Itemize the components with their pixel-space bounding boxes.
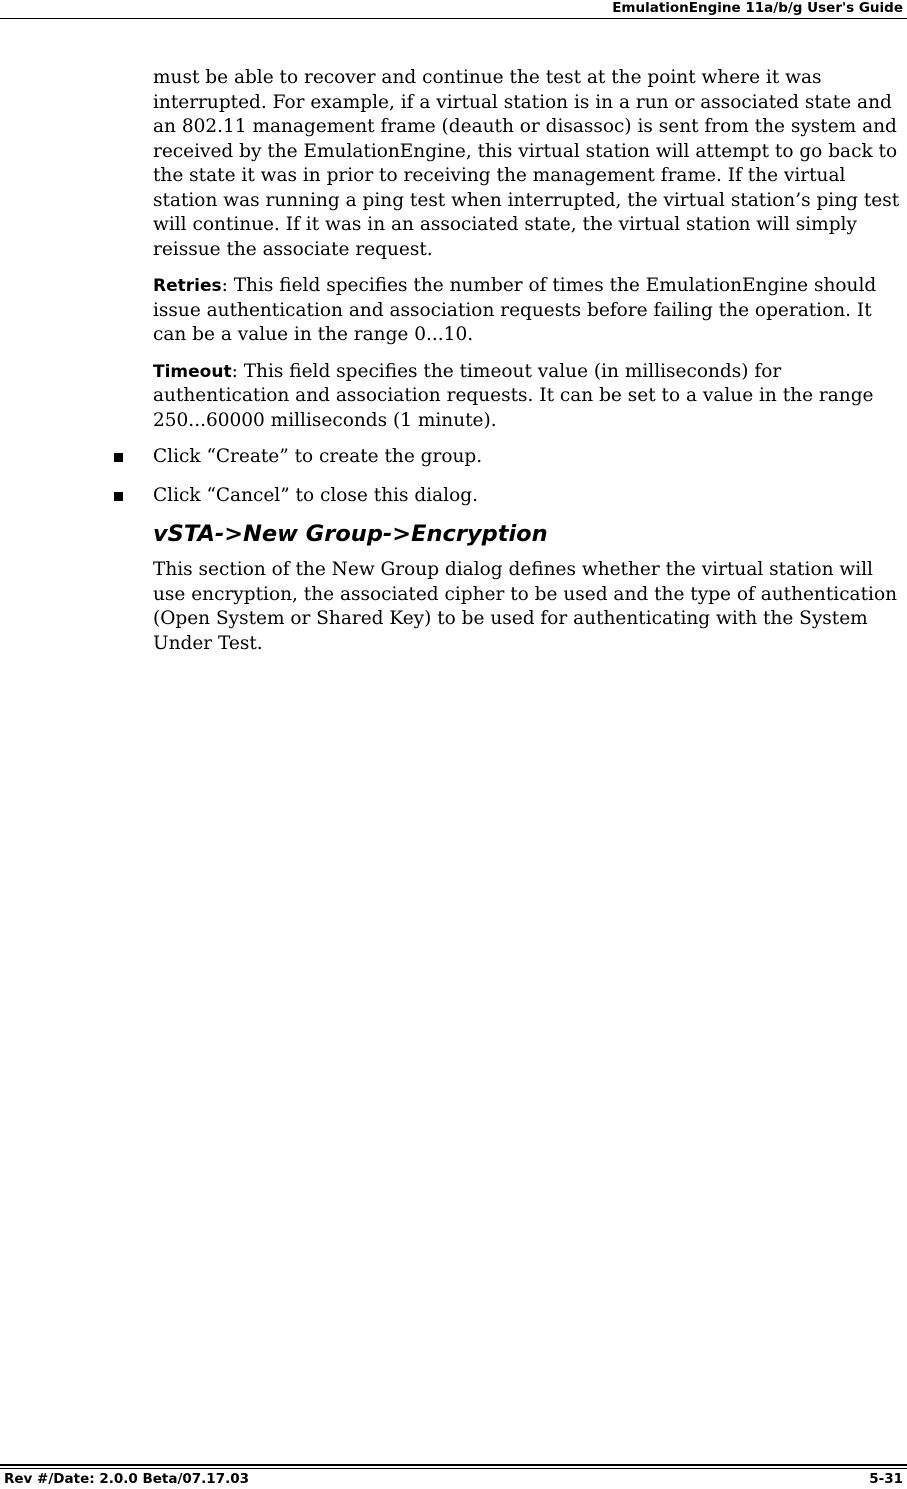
timeout-field-text: : This field specifies the timeout value (in milliseconds) for authentication and association requests. It can be set to a value in the range 250...60000 milliseconds (1 minute).	[153, 360, 874, 431]
page-header	[0, 0, 907, 20]
timeout-field-label: Timeout	[153, 361, 232, 382]
timeout-description	[153, 360, 903, 434]
footer-divider-thick	[0, 1464, 907, 1466]
bullet-text-cancel: Click “Cancel” to close this dialog.	[153, 484, 478, 506]
document-title: EmulationEngine 11a/b/g User's Guide	[612, 0, 903, 16]
section-heading: vSTA->New Group->Encryption	[153, 521, 548, 547]
revision-date: Rev #/Date: 2.0.0 Beta/07.17.03	[4, 1471, 250, 1487]
bullet-text-create: Click “Create” to create the group.	[153, 446, 483, 467]
header-divider	[0, 18, 907, 19]
bullet-item-create	[153, 445, 903, 470]
page-number: 5-31	[869, 1471, 903, 1487]
continued-paragraph: must be able to recover and continue the test at the point where it was interrupted. For example, if a virtual station is in a run or associated state and an 802.11 management frame (deauth or disassoc) is sent from the system and received by the EmulationEngine, this virtual station will attempt to go back to the state it was in prior to receiving the management frame. If the virtual station was running a ping test when interrupted, the virtual station’s ping test will continue. If it was in an associated state, the virtual station will simply reissue the associate request.	[153, 67, 900, 260]
section-paragraph: This section of the New Group dialog defines whether the virtual station will use encryption, the associated cipher to be used and the type of authentication (Open System or Shared Key) to be used for authenticating with the System Under Test.	[153, 559, 897, 654]
retries-description	[153, 274, 903, 348]
page-footer	[0, 1462, 907, 1489]
square-bullet-icon	[114, 453, 123, 462]
retries-field-label: Retries	[153, 276, 222, 296]
bullet-item-cancel	[153, 484, 903, 509]
retries-field-text: : This field specifies the number of times the EmulationEngine should issue authentication and association requests before failing the operation. It can be a value in the range 0...10.	[153, 275, 877, 345]
footer-divider-thin	[0, 1468, 907, 1469]
page-content	[153, 66, 903, 668]
square-bullet-icon	[114, 492, 123, 501]
